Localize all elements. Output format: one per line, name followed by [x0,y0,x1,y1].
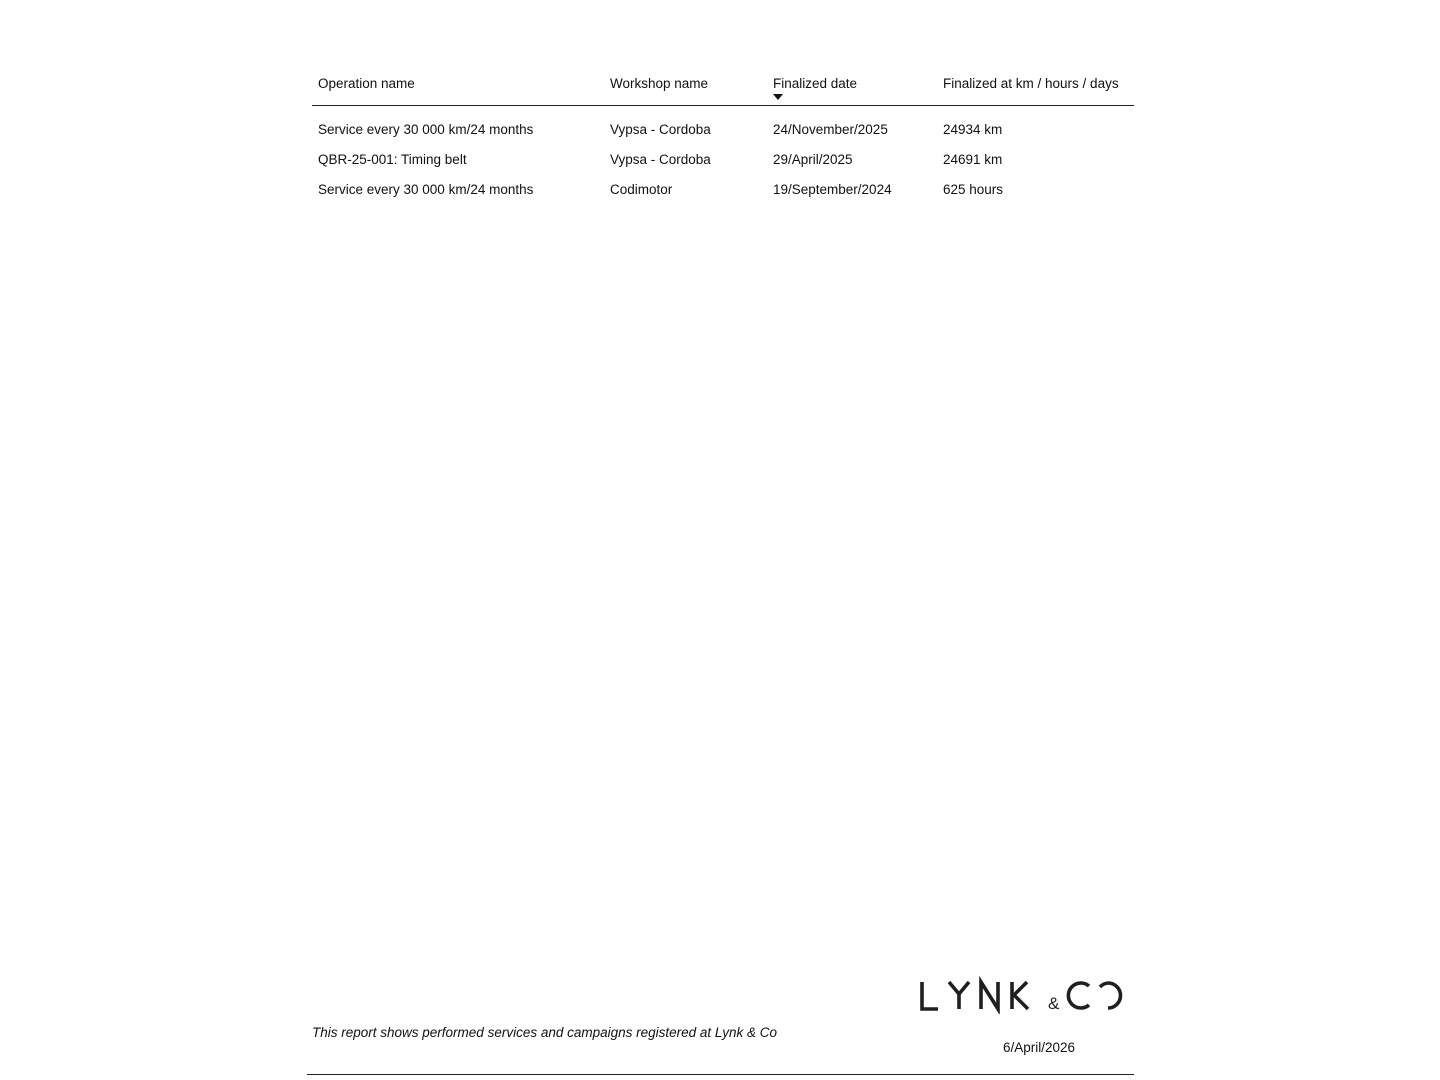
cell-operation: QBR-25-001: Timing belt [318,151,467,167]
cell-workshop: Vypsa - Cordoba [610,121,711,137]
table-row [312,174,1134,204]
cell-km: 24691 km [943,151,1003,167]
cell-workshop: Codimotor [610,181,673,197]
table-header-row [312,70,1134,106]
table-row [312,106,1134,145]
cell-workshop: Vypsa - Cordoba [610,151,711,167]
sort-descending-icon [773,94,783,100]
cell-date: 24/November/2025 [773,121,888,137]
cell-date: 29/April/2025 [773,151,853,167]
service-history-table [312,70,1134,204]
report-date: 6/April/2026 [1003,1040,1076,1055]
column-header-operation[interactable]: Operation name [312,70,604,106]
cell-operation: Service every 30 000 km/24 months [318,181,534,197]
table-body [312,106,1134,205]
cell-km: 625 hours [943,181,1004,197]
column-header-km[interactable]: Finalized at km / hours / days [937,70,1134,106]
svg-text:&: & [1048,994,1060,1013]
report-disclaimer: This report shows performed services and campaigns registered at Lynk & Co [312,1025,777,1040]
table-header [312,70,1134,106]
lynk-co-logo [918,976,1128,1014]
table-row [312,144,1134,174]
footer-divider [307,1074,1134,1075]
cell-operation: Service every 30 000 km/24 months [318,121,534,137]
column-header-date[interactable]: Finalized date [767,70,937,106]
cell-date: 19/September/2024 [773,181,892,197]
column-header-workshop[interactable]: Workshop name [604,70,767,106]
cell-km: 24934 km [943,121,1003,137]
